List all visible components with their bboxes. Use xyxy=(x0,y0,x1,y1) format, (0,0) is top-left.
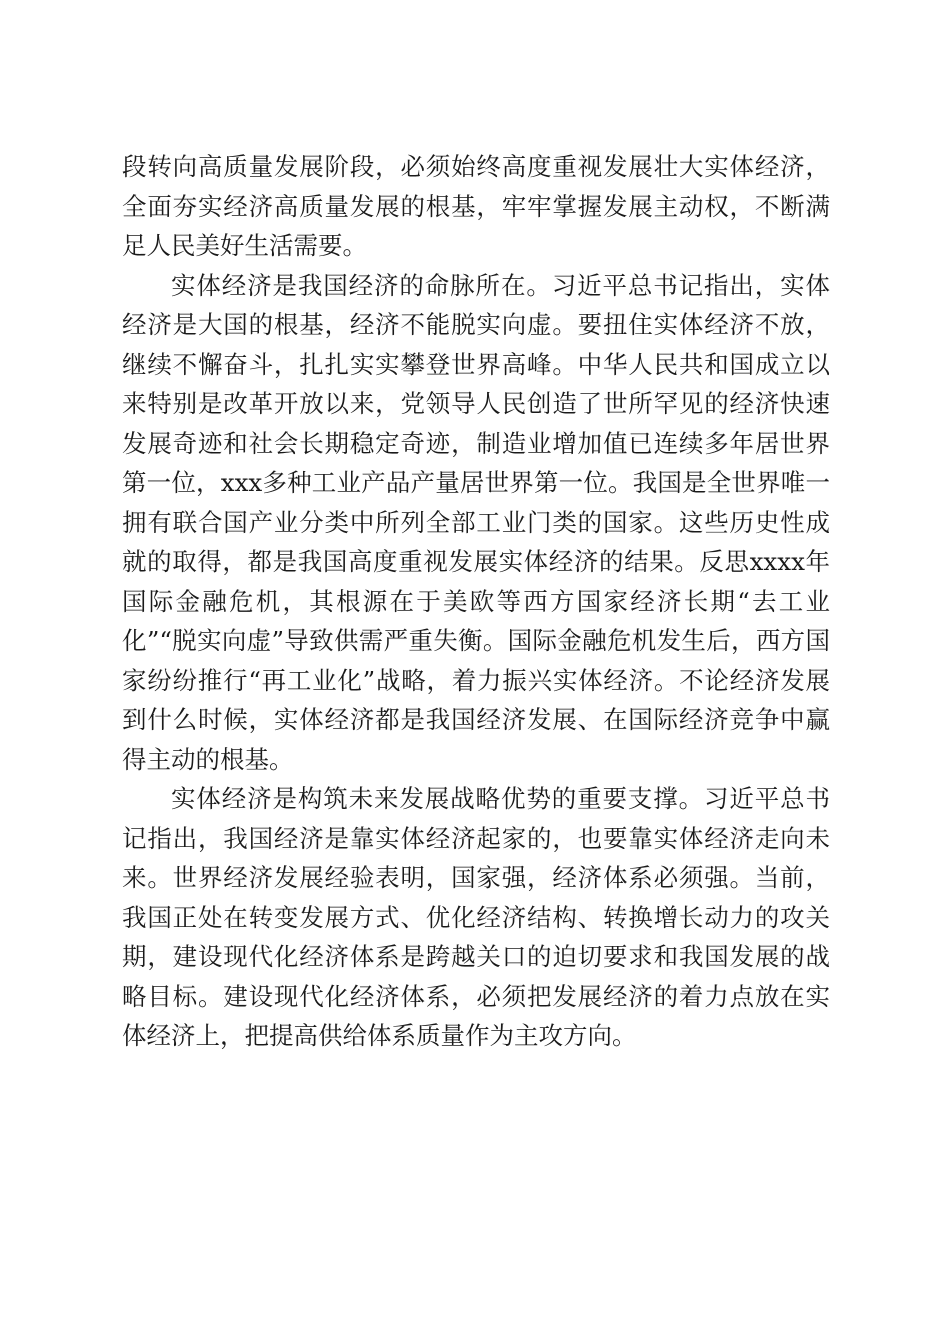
document-body xyxy=(122,147,830,1056)
paragraph-continuation: 段转向高质量发展阶段，必须始终高度重视发展壮大实体经济，全面夯实经济高质量发展的根基，牢牢掌握发展主动权，不断满足人民美好生活需要。 xyxy=(122,152,830,260)
paragraph-real-economy-support: 实体经济是构筑未来发展战略优势的重要支撑。习近平总书记指出，我国经济是靠实体经济起家的，也要靠实体经济走向未来。世界经济发展经验表明，国家强，经济体系必须强。当前，我国正处在转变发展方式、优化经济结构、转换增长动力的攻关期，建设现代化经济体系是跨越关口的迫切要求和我国发展的战略目标。建设现代化经济体系，必须把发展经济的着力点放在实体经济上，把提高供给体系质量作为主攻方向。 xyxy=(122,784,830,1050)
paragraph-real-economy-lifeline: 实体经济是我国经济的命脉所在。习近平总书记指出，实体经济是大国的根基，经济不能脱实向虚。要扭住实体经济不放，继续不懈奋斗，扎扎实实攀登世界高峰。中华人民共和国成立以来特别是改革开放以来，党领导人民创造了世所罕见的经济快速发展奇迹和社会长期稳定奇迹，制造业增加值已连续多年居世界第一位，xxx多种工业产品产量居世界第一位。我国是全世界唯一拥有联合国产业分类中所列全部工业门类的国家。这些历史性成就的取得，都是我国高度重视发展实体经济的结果。反思xxxx年国际金融危机，其根源在于美欧等西方国家经济长期“去工业化”“脱实向虚”导致供需严重失衡。国际金融危机发生后，西方国家纷纷推行“再工业化”战略，着力振兴实体经济。不论经济发展到什么时候，实体经济都是我国经济发展、在国际经济竞争中赢得主动的根基。 xyxy=(122,270,830,774)
